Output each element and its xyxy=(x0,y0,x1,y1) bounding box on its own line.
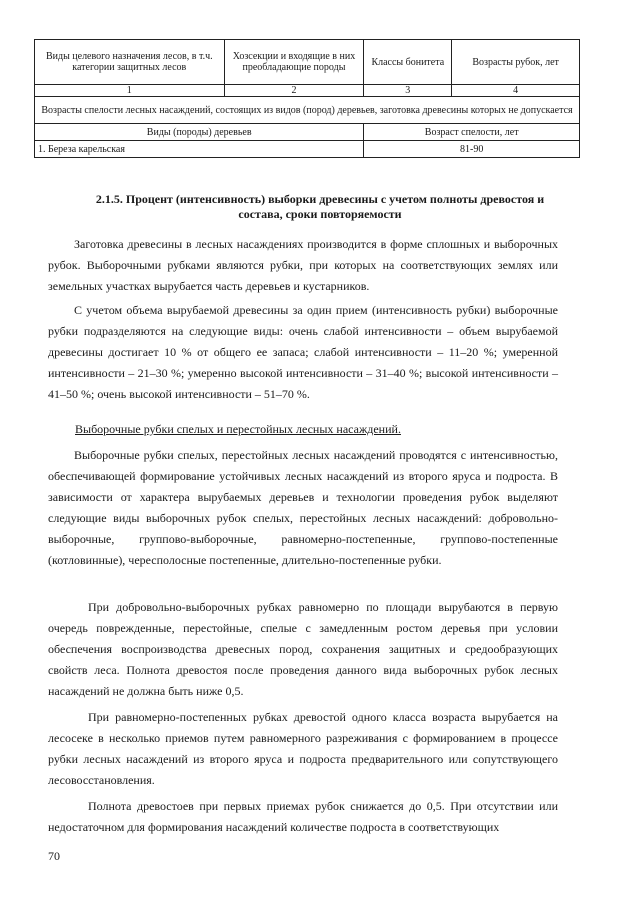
section-heading: 2.1.5. Процент (интенсивность) выборки древесины с учетом полноты древостоя и состава, сроки повторяемости xyxy=(95,192,545,221)
subsection-heading: Выборочные рубки спелых и перестойных лесных насаждений. xyxy=(75,422,401,436)
subheader-species: Виды (породы) деревьев xyxy=(35,124,364,141)
forest-age-table xyxy=(34,39,580,158)
paragraph-voluntary-cuts: При добровольно-выборочных рубках равномерно по площади вырубаются в первую очередь поврежденные, перестойные, спелые с замедленным ростом деревья при условии обеспечения воспроизводства древесных пород, сохранения защитных и средообразующих свойств леса. Полнота древостоя после проведения данного вида выборочных рубок лесных насаждений не должна быть ниже 0,5. xyxy=(48,600,558,698)
paragraph-uniform-cuts: При равномерно-постепенных рубках древостой одного класса возраста вырубается на лесосеке в несколько приемов путем равномерного разреживания с формированием в процессе рубки лесных насаждений из второго яруса и подроста предварительного или сопутствующего лесовосстановления. xyxy=(48,710,558,787)
paragraph-density: Полнота древостоев при первых приемах рубок снижается до 0,5. При отсутствии или недостаточном для формирования насаждений количестве подроста в соответствующих xyxy=(48,799,558,834)
subheader-maturity-age: Возраст спелости, лет xyxy=(364,124,580,141)
column-number: 1 xyxy=(35,85,225,97)
species-cell: 1. Береза карельская xyxy=(35,141,364,158)
header-cutting-age: Возрасты рубок, лет xyxy=(452,40,580,85)
paragraph-selective-cuts: Выборочные рубки спелых, перестойных лесных насаждений проводятся с интенсивностью, обеспечивающей формирование устойчивых лесных насаждений из второго яруса и подроста. В зависимости от характера вырубаемых деревьев и технологии проведения рубок выделяют следующие виды выборочных рубок спелых, перестойных лесных насаждений: добровольно-выборочные, группово-выборочные, равномерно-постепенные, группово-постепенные (котловинные), чересполосные постепенные, длительно-постепенные рубки. xyxy=(48,448,558,567)
paragraph-intro: Заготовка древесины в лесных насаждениях производится в форме сплошных и выборочных рубок. Выборочными рубками являются рубки, при которых на соответствующих землях или земельных участках вырубается часть деревьев и кустарников. xyxy=(48,237,558,293)
header-bonitet-classes: Классы бонитета xyxy=(364,40,452,85)
column-number: 4 xyxy=(452,85,580,97)
page-number: 70 xyxy=(48,849,60,863)
header-species-sections: Хозсекции и входящие в них преобладающие породы xyxy=(224,40,364,85)
table-span-row xyxy=(35,97,580,124)
table-header-row xyxy=(35,40,580,85)
table-subheader-row xyxy=(35,124,580,141)
column-number: 2 xyxy=(224,85,364,97)
column-number: 3 xyxy=(364,85,452,97)
age-cell: 81-90 xyxy=(364,141,580,158)
table-number-row xyxy=(35,85,580,97)
table-row xyxy=(35,141,580,158)
header-forest-purpose: Виды целевого назначения лесов, в т.ч. категории защитных лесов xyxy=(35,40,225,85)
paragraph-intensity: С учетом объема вырубаемой древесины за один прием (интенсивность рубки) выборочные рубки подразделяются на следующие виды: очень слабой интенсивности – объем вырубаемой древесины достигает 10 % от общего ее запаса; слабой интенсивности – 11–20 %; умеренной интенсивности – 21–30 %; умеренно высокой интенсивности – 31–40 %; высокой интенсивности – 41–50 %; очень высокой интенсивности – 51–70 %. xyxy=(48,303,558,401)
table-span-title: Возрасты спелости лесных насаждений, состоящих из видов (пород) деревьев, заготовка древесины которых не допускается xyxy=(35,97,580,124)
